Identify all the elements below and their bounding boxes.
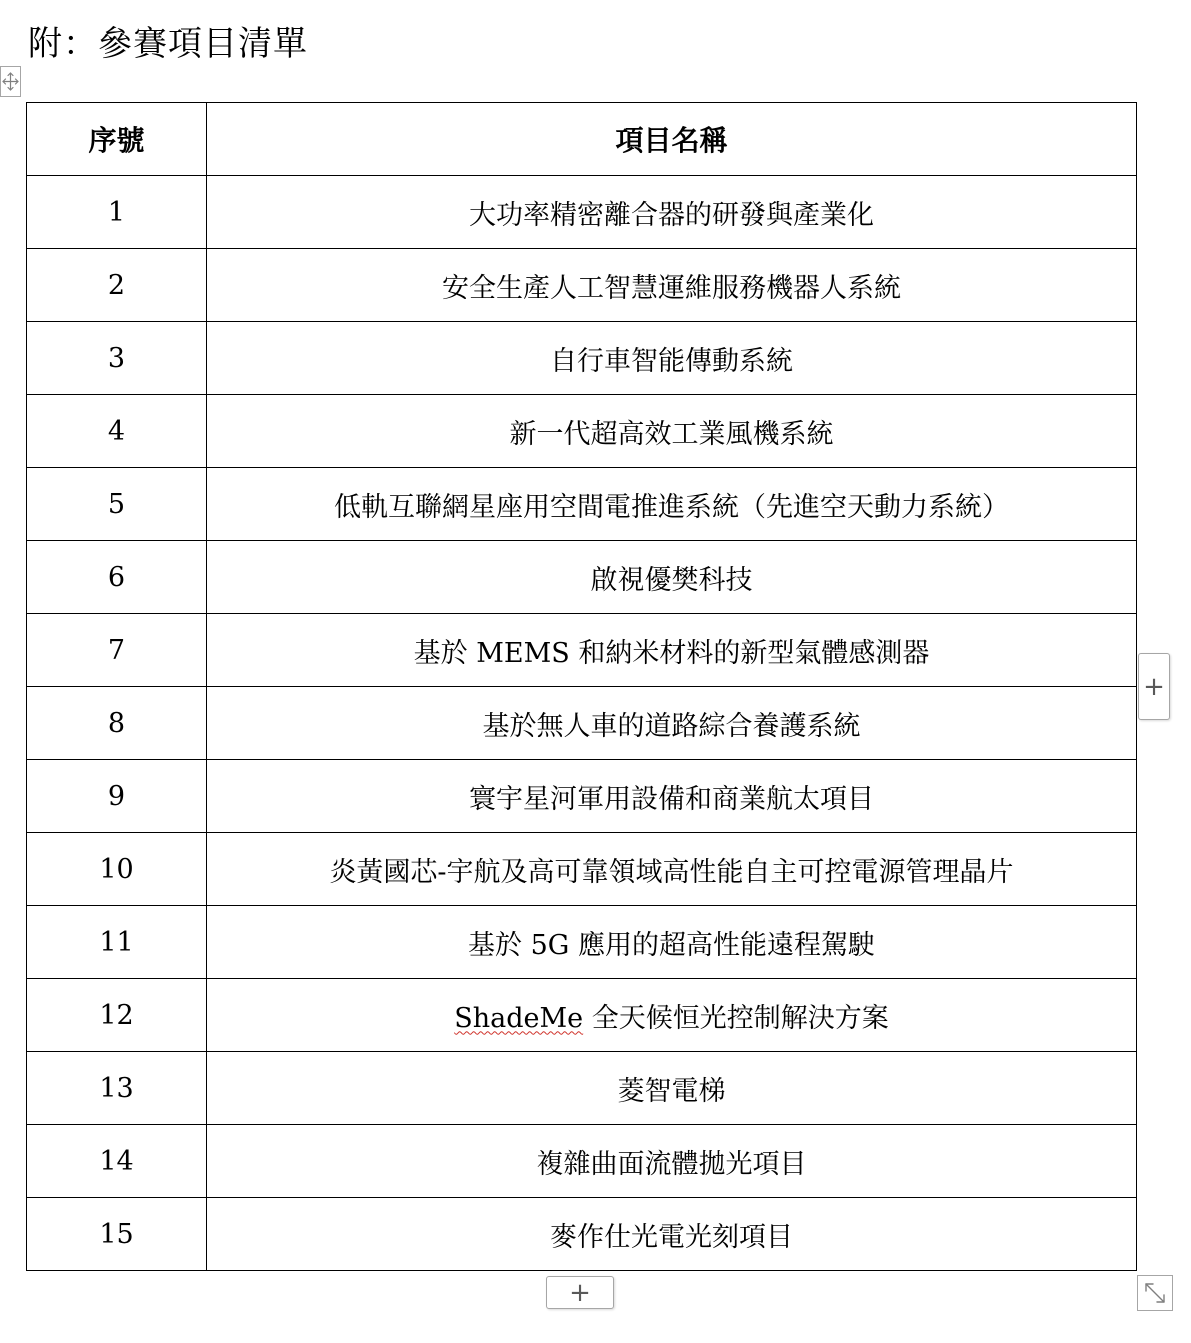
project-list-table: [26, 102, 1137, 1271]
document-title: 附：參賽項目清單: [28, 24, 308, 64]
table-resize-handle[interactable]: [1137, 1275, 1173, 1311]
add-row-button[interactable]: [546, 1276, 614, 1309]
row-project-name[interactable]: 安全生產人工智慧運維服務機器人系統: [207, 249, 1137, 322]
row-index[interactable]: 3: [27, 322, 207, 395]
row-project-name[interactable]: 寰宇星河軍用設備和商業航太項目: [207, 760, 1137, 833]
project-name-text: 全天候恒光控制解決方案: [583, 1002, 889, 1034]
row-index[interactable]: 13: [27, 1052, 207, 1125]
table-row: [27, 249, 1137, 322]
row-project-name[interactable]: 基於 5G 應用的超高性能遠程駕駛: [207, 906, 1137, 979]
table-row: [27, 176, 1137, 249]
table-row: [27, 1052, 1137, 1125]
table-row: [27, 1198, 1137, 1271]
row-index[interactable]: 12: [27, 979, 207, 1052]
table-row: [27, 687, 1137, 760]
table-row: [27, 760, 1137, 833]
row-index[interactable]: 8: [27, 687, 207, 760]
move-arrows-icon: [1, 67, 20, 96]
row-index[interactable]: 10: [27, 833, 207, 906]
row-index[interactable]: 1: [27, 176, 207, 249]
table-header-row: [27, 103, 1137, 176]
row-index[interactable]: 11: [27, 906, 207, 979]
plus-icon: +: [1143, 671, 1165, 702]
row-project-name[interactable]: 大功率精密離合器的研發與產業化: [207, 176, 1137, 249]
row-index[interactable]: 9: [27, 760, 207, 833]
table-row: [27, 833, 1137, 906]
add-column-button[interactable]: [1138, 653, 1170, 720]
row-project-name[interactable]: [207, 979, 1137, 1052]
table-row: [27, 614, 1137, 687]
row-index[interactable]: 2: [27, 249, 207, 322]
spellcheck-flagged-word[interactable]: ShadeMe: [454, 1002, 584, 1034]
row-project-name[interactable]: 新一代超高效工業風機系統: [207, 395, 1137, 468]
table-move-handle[interactable]: [0, 66, 21, 97]
row-project-name[interactable]: 自行車智能傳動系統: [207, 322, 1137, 395]
table-row: [27, 395, 1137, 468]
row-index[interactable]: 5: [27, 468, 207, 541]
row-project-name[interactable]: 複雜曲面流體拋光項目: [207, 1125, 1137, 1198]
row-index[interactable]: 7: [27, 614, 207, 687]
row-index[interactable]: 15: [27, 1198, 207, 1271]
row-project-name[interactable]: 炎黃國芯-宇航及高可靠領域高性能自主可控電源管理晶片: [207, 833, 1137, 906]
header-index[interactable]: 序號: [27, 103, 207, 176]
row-project-name[interactable]: 基於 MEMS 和納米材料的新型氣體感測器: [207, 614, 1137, 687]
table-row: [27, 1125, 1137, 1198]
row-project-name[interactable]: 基於無人車的道路綜合養護系統: [207, 687, 1137, 760]
row-index[interactable]: 4: [27, 395, 207, 468]
table-row: [27, 979, 1137, 1052]
row-project-name[interactable]: 麥作仕光電光刻項目: [207, 1198, 1137, 1271]
table-row: [27, 906, 1137, 979]
resize-diagonal-icon: [1138, 1276, 1172, 1310]
row-project-name[interactable]: 菱智電梯: [207, 1052, 1137, 1125]
table-row: [27, 468, 1137, 541]
row-project-name[interactable]: 低軌互聯網星座用空間電推進系統（先進空天動力系統）: [207, 468, 1137, 541]
table-row: [27, 322, 1137, 395]
row-index[interactable]: 6: [27, 541, 207, 614]
row-index[interactable]: 14: [27, 1125, 207, 1198]
header-project-name[interactable]: 項目名稱: [207, 103, 1137, 176]
row-project-name[interactable]: 啟視優樊科技: [207, 541, 1137, 614]
plus-icon: +: [569, 1277, 591, 1308]
table-row: [27, 541, 1137, 614]
